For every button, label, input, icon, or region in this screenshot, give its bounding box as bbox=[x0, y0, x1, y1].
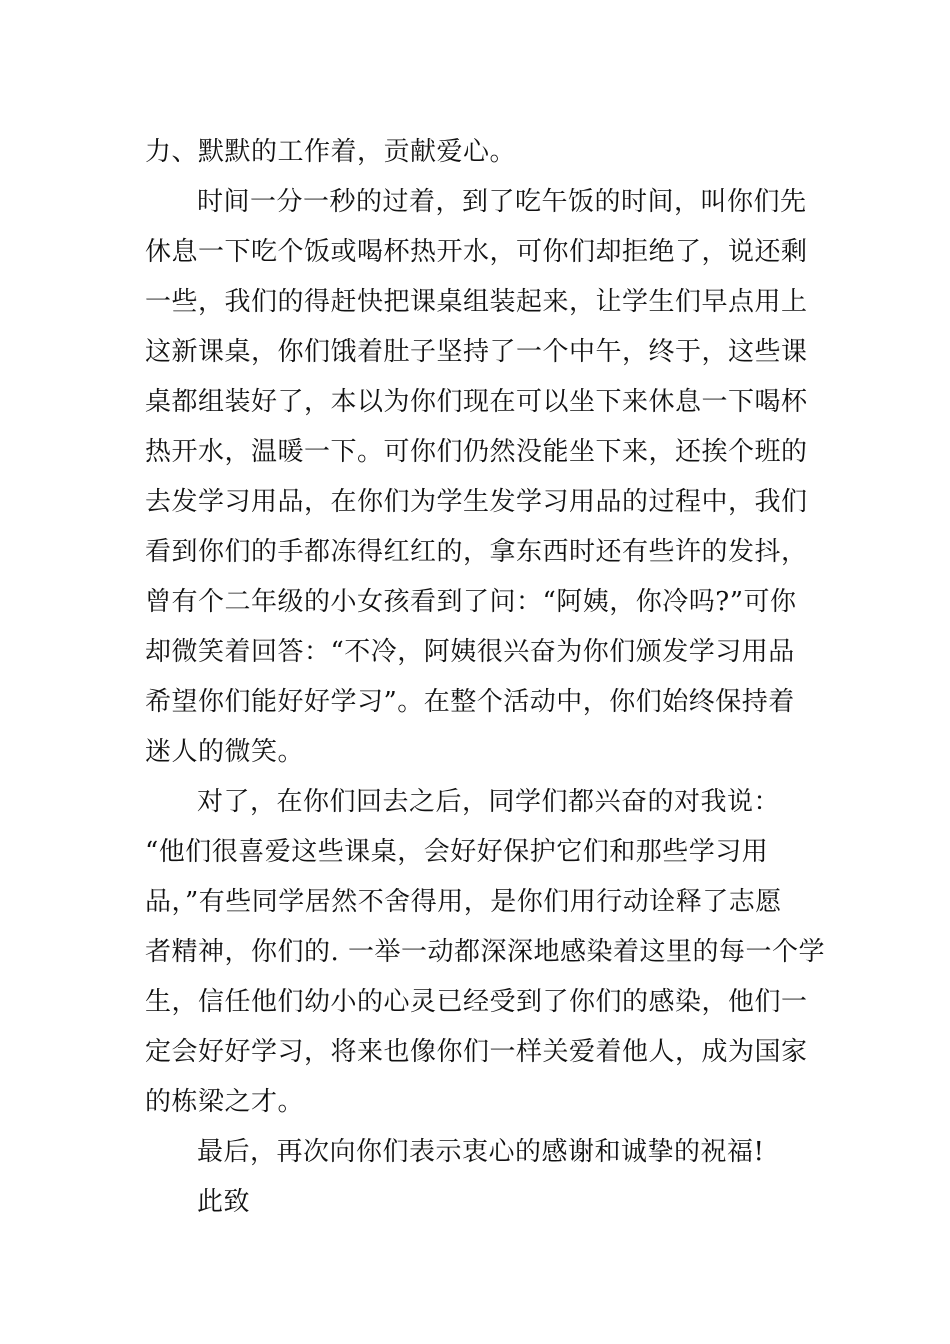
text-line: 希望你们能好好学习”。在整个活动中，你们始终保持着 bbox=[145, 687, 795, 717]
text-line: 迷人的微笑。 bbox=[145, 737, 305, 767]
text-line: “他们很喜爱这些课桌，会好好保护它们和那些学习用 bbox=[145, 837, 769, 867]
text-line: 对了，在你们回去之后，同学们都兴奋的对我说： bbox=[197, 787, 781, 817]
text-line: 力、默默的工作着，贡献爱心。 bbox=[145, 137, 517, 167]
text-line: 生，信任他们幼小的心灵已经受到了你们的感染，他们一 bbox=[145, 987, 808, 1017]
text-line: 桌都组装好了，本以为你们现在可以坐下来休息一下喝杯 bbox=[145, 387, 808, 417]
text-line: 一些，我们的得赶快把课桌组装起来，让学生们早点用上 bbox=[145, 287, 808, 317]
text-line: 休息一下吃个饭或喝杯热开水，可你们却拒绝了，说还剩 bbox=[145, 237, 808, 267]
text-line: 定会好好学习，将来也像你们一样关爱着他人，成为国家 bbox=[145, 1037, 808, 1067]
text-line: 去发学习用品，在你们为学生发学习用品的过程中，我们 bbox=[145, 487, 808, 517]
text-line: 品，”有些同学居然不舍得用，是你们用行动诠释了志愿 bbox=[145, 887, 782, 917]
text-line: 者精神，你们的. 一举一动都深深地感染着这里的每一个学 bbox=[145, 937, 826, 967]
letter-body bbox=[145, 127, 826, 1227]
text-line: 这新课桌，你们饿着肚子坚持了一个中午，终于，这些课 bbox=[145, 337, 808, 367]
text-line: 时间一分一秒的过着，到了吃午饭的时间，叫你们先 bbox=[197, 187, 807, 217]
text-line: 看到你们的手都冻得红红的，拿东西时还有些许的发抖， bbox=[145, 537, 808, 567]
text-line: 却微笑着回答：“不冷，阿姨很兴奋为你们颁发学习用品 bbox=[145, 637, 795, 667]
closing-salutation: 此致 bbox=[197, 1187, 251, 1217]
text-line: 热开水，温暖一下。可你们仍然没能坐下来，还挨个班的 bbox=[145, 437, 808, 467]
text-line: 曾有个二年级的小女孩看到了问：“阿姨，你冷吗?”可你 bbox=[145, 587, 797, 617]
text-line: 的栋梁之才。 bbox=[145, 1087, 305, 1117]
text-line: 最后，再次向你们表示衷心的感谢和诚挚的祝福! bbox=[197, 1137, 765, 1167]
